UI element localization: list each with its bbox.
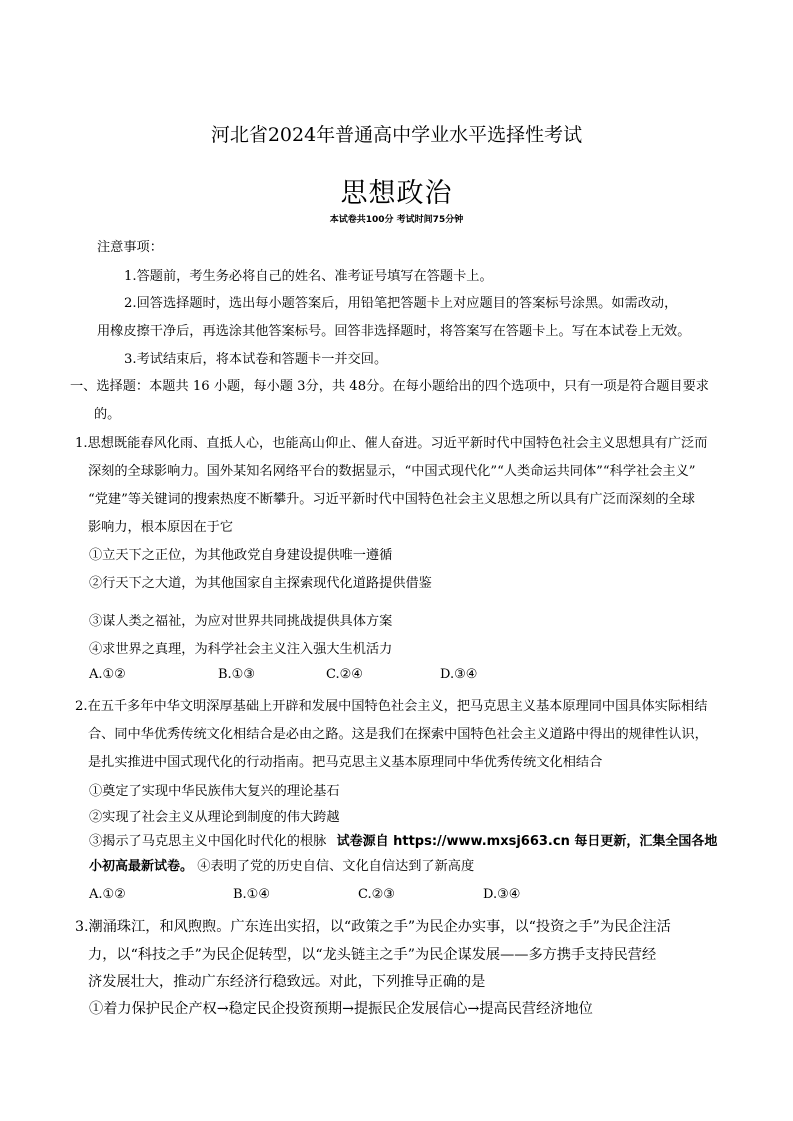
q1-options [0, 667, 793, 685]
q2-line-1: 2.在五千多年中华文明深厚基础上开辟和发展中国特色社会主义，把马克思主义基本原理同中国具体实际相结 [75, 699, 708, 714]
q2-statement-3: ③揭示了马克思主义中国化时代化的根脉 [89, 834, 327, 849]
q2-option-d: D.③④ [483, 887, 521, 902]
q1-line-3: “党建”等关键词的搜索热度不断攀升。习近平新时代中国特色社会主义思想之所以具有广泛而深刻的全球 [88, 492, 695, 507]
q2-line-2: 合、同中华优秀传统文化相结合是必由之路。这是我们在探索中国特色社会主义道路中得出的规律性认识， [88, 727, 708, 742]
notice-item-2-line-1: 2.回答选择题时，选出每小题答案后，用铅笔把答题卡上对应题目的答案标号涂黑。如需改动， [124, 296, 678, 311]
q1-option-a: A.①② [89, 667, 126, 682]
q3-line-3: 济发展壮大，推动广东经济行稳致远。对此，下列推导正确的是 [88, 974, 486, 990]
notice-item-1: 1.答题前，考生务必将自己的姓名、准考证号填写在答题卡上。 [124, 269, 493, 284]
q1-statement-3: ③谋人类之福祉，为应对世界共同挑战提供具体方案 [89, 614, 393, 629]
watermark-line-1: 试卷源自 https://www.mxsj663.cn 每日更新，汇集全国各地 [336, 834, 718, 849]
q3-line-1: 3.潮涌珠江，和风煦煦。广东连出实招，以“政策之手”为民企办实事，以“投资之手”为民企注活 [75, 919, 671, 935]
q1-line-4: 影响力，根本原因在于它 [88, 520, 234, 535]
q2-statement-4: ④表明了党的历史自信、文化自信达到了新高度 [197, 859, 475, 874]
notice-heading: 注意事项： [97, 240, 163, 255]
notice-item-2-line-2: 用橡皮擦干净后，再选涂其他答案标号。回答非选择题时，将答案写在答题卡上。写在本试卷上无效。 [97, 324, 691, 339]
q3-statement-1: ①着力保护民企产权→稳定民企投资预期→提振民企发展信心→提高民营经济地位 [89, 1001, 593, 1017]
subject-title: 思想政治 [340, 178, 453, 209]
section-1-line-2: 的。 [94, 407, 121, 422]
watermark-line-2: 小初高最新试卷。 [89, 859, 194, 874]
q2-options [0, 887, 793, 905]
notice-item-3: 3.考试结束后，将本试卷和答题卡一并交回。 [124, 352, 388, 367]
q2-option-c: C.②③ [358, 887, 395, 902]
q1-option-c: C.②④ [326, 667, 363, 682]
q1-option-b: B.①③ [218, 667, 255, 682]
q1-line-1: 1.思想既能春风化雨、直抵人心，也能高山仰止、催人奋进。习近平新时代中国特色社会主义思想具有广泛而 [75, 436, 708, 451]
q2-statement-1: ①奠定了实现中华民族伟大复兴的理论基石 [89, 784, 340, 799]
section-1-line-1: 一、选择题：本题共 16 小题，每小题 3分，共 48分。在每小题给出的四个选项中，只有一项是符合题目要求 [70, 379, 709, 394]
q2-statement-2: ②实现了社会主义从理论到制度的伟大跨越 [89, 810, 340, 825]
q2-option-b: B.①④ [233, 887, 270, 902]
q2-statement-3-line [89, 830, 717, 849]
q2-line-3: 是扎实推进中国式现代化的行动指南。把马克思主义基本原理同中华优秀传统文化相结合 [88, 755, 603, 770]
q1-statement-2: ②行天下之大道，为其他国家自主探索现代化道路提供借鉴 [89, 576, 432, 591]
q1-statement-4: ④求世界之真理，为科学社会主义注入强大生机活力 [89, 642, 393, 657]
q2-option-a: A.①② [89, 887, 126, 902]
q3-line-2: 力，以“科技之手”为民企促转型，以“龙头链主之手”为民企谋发展——多方携手支持民营经 [88, 947, 657, 963]
exam-title: 河北省2024年普通高中学业水平选择性考试 [210, 124, 583, 146]
q2-statement-4-line [89, 855, 474, 874]
q1-line-2: 深刻的全球影响力。国外某知名网络平台的数据显示，“中国式现代化”“人类命运共同体”“科学社会主义” [88, 464, 696, 479]
q1-statement-1: ①立天下之正位，为其他政党自身建设提供唯一遵循 [89, 548, 393, 563]
exam-note: 本试卷共100分 考试时间75分钟 [329, 215, 464, 225]
q1-option-d: D.③④ [440, 667, 478, 682]
